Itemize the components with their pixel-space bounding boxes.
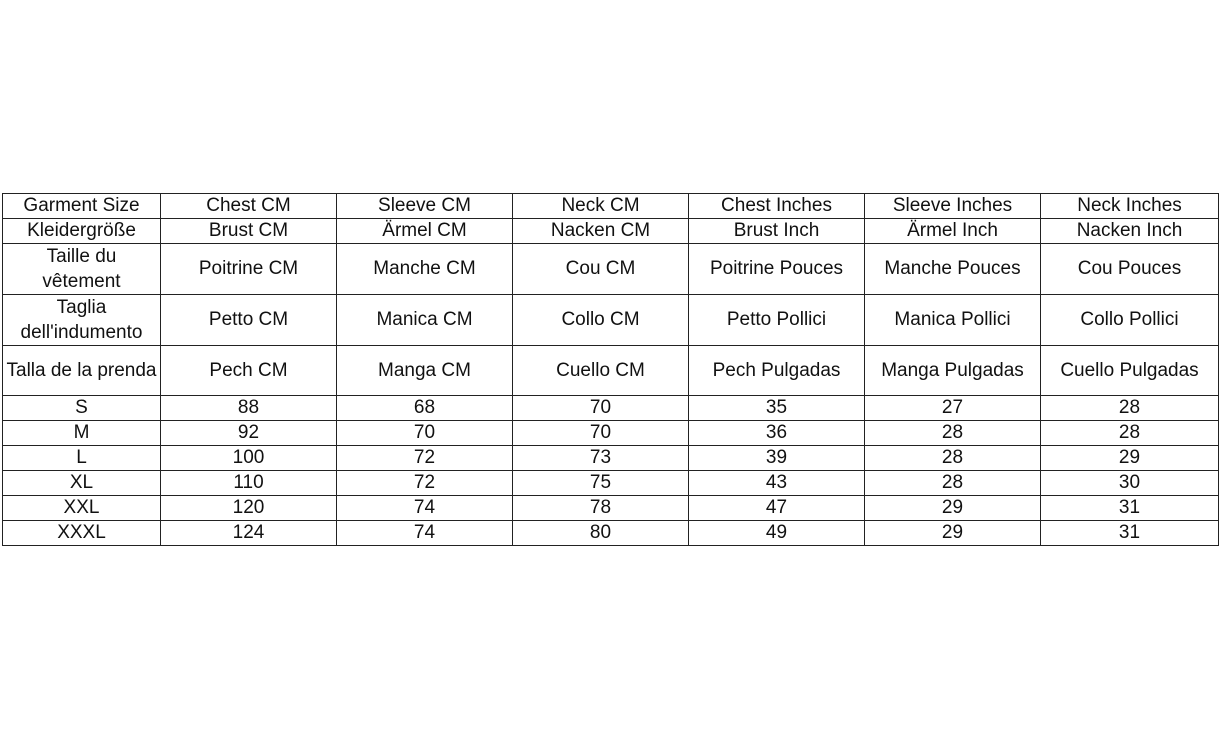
table-cell: 110: [161, 471, 337, 496]
header-cell: Chest Inches: [689, 194, 865, 219]
table-cell: 39: [689, 446, 865, 471]
header-cell: Petto Pollici: [689, 295, 865, 346]
header-cell: Ärmel Inch: [865, 219, 1041, 244]
table-cell: 120: [161, 496, 337, 521]
header-cell: Poitrine Pouces: [689, 244, 865, 295]
table-cell: 30: [1041, 471, 1219, 496]
header-cell: Taglia dell'indumento: [3, 295, 161, 346]
table-cell: 35: [689, 396, 865, 421]
table-cell: 29: [865, 496, 1041, 521]
table-cell: 74: [337, 496, 513, 521]
header-cell: Nacken CM: [513, 219, 689, 244]
header-row-italian: [3, 295, 1219, 346]
header-cell: Ärmel CM: [337, 219, 513, 244]
size-cell: S: [3, 396, 161, 421]
table-cell: 78: [513, 496, 689, 521]
header-cell: Collo CM: [513, 295, 689, 346]
header-cell: Chest CM: [161, 194, 337, 219]
size-cell: M: [3, 421, 161, 446]
header-cell: Nacken Inch: [1041, 219, 1219, 244]
table-cell: 28: [865, 421, 1041, 446]
size-cell: XXXL: [3, 521, 161, 546]
table-cell: 88: [161, 396, 337, 421]
header-cell: Sleeve CM: [337, 194, 513, 219]
header-row-french: [3, 244, 1219, 295]
header-cell: Talla de la prenda: [3, 346, 161, 396]
header-cell: Taille du vêtement: [3, 244, 161, 295]
table-cell: 72: [337, 471, 513, 496]
table-cell: 74: [337, 521, 513, 546]
header-cell: Cou Pouces: [1041, 244, 1219, 295]
table-cell: 28: [865, 471, 1041, 496]
table-cell: 47: [689, 496, 865, 521]
size-chart-table: [2, 193, 1219, 546]
table-cell: 27: [865, 396, 1041, 421]
header-cell: Petto CM: [161, 295, 337, 346]
table-row: [3, 471, 1219, 496]
table-row: [3, 396, 1219, 421]
header-cell: Manga CM: [337, 346, 513, 396]
header-cell: Manche CM: [337, 244, 513, 295]
header-cell: Collo Pollici: [1041, 295, 1219, 346]
table-cell: 36: [689, 421, 865, 446]
header-row-english: [3, 194, 1219, 219]
size-cell: XL: [3, 471, 161, 496]
table-cell: 70: [337, 421, 513, 446]
table-cell: 92: [161, 421, 337, 446]
header-cell: Poitrine CM: [161, 244, 337, 295]
table-cell: 75: [513, 471, 689, 496]
header-cell: Cuello Pulgadas: [1041, 346, 1219, 396]
table-row: [3, 421, 1219, 446]
header-cell: Pech Pulgadas: [689, 346, 865, 396]
header-cell: Sleeve Inches: [865, 194, 1041, 219]
header-cell: Brust Inch: [689, 219, 865, 244]
header-cell: Garment Size: [3, 194, 161, 219]
table-cell: 72: [337, 446, 513, 471]
table-cell: 31: [1041, 521, 1219, 546]
header-cell: Manche Pouces: [865, 244, 1041, 295]
header-cell: Cuello CM: [513, 346, 689, 396]
table-cell: 124: [161, 521, 337, 546]
header-cell: Neck CM: [513, 194, 689, 219]
header-row-spanish: [3, 346, 1219, 396]
table-row: [3, 446, 1219, 471]
table-cell: 28: [1041, 421, 1219, 446]
table-cell: 49: [689, 521, 865, 546]
header-cell: Kleidergröße: [3, 219, 161, 244]
header-cell: Pech CM: [161, 346, 337, 396]
table-cell: 43: [689, 471, 865, 496]
table-cell: 29: [865, 521, 1041, 546]
header-cell: Manga Pulgadas: [865, 346, 1041, 396]
table-cell: 31: [1041, 496, 1219, 521]
table-cell: 80: [513, 521, 689, 546]
table-cell: 68: [337, 396, 513, 421]
header-cell: Neck Inches: [1041, 194, 1219, 219]
header-row-german: [3, 219, 1219, 244]
header-cell: Cou CM: [513, 244, 689, 295]
table-cell: 100: [161, 446, 337, 471]
table-cell: 28: [1041, 396, 1219, 421]
size-cell: XXL: [3, 496, 161, 521]
table-cell: 73: [513, 446, 689, 471]
table-cell: 29: [1041, 446, 1219, 471]
table-cell: 70: [513, 421, 689, 446]
table-row: [3, 521, 1219, 546]
header-cell: Manica Pollici: [865, 295, 1041, 346]
table-row: [3, 496, 1219, 521]
header-cell: Brust CM: [161, 219, 337, 244]
size-cell: L: [3, 446, 161, 471]
header-cell: Manica CM: [337, 295, 513, 346]
table-cell: 70: [513, 396, 689, 421]
table-cell: 28: [865, 446, 1041, 471]
